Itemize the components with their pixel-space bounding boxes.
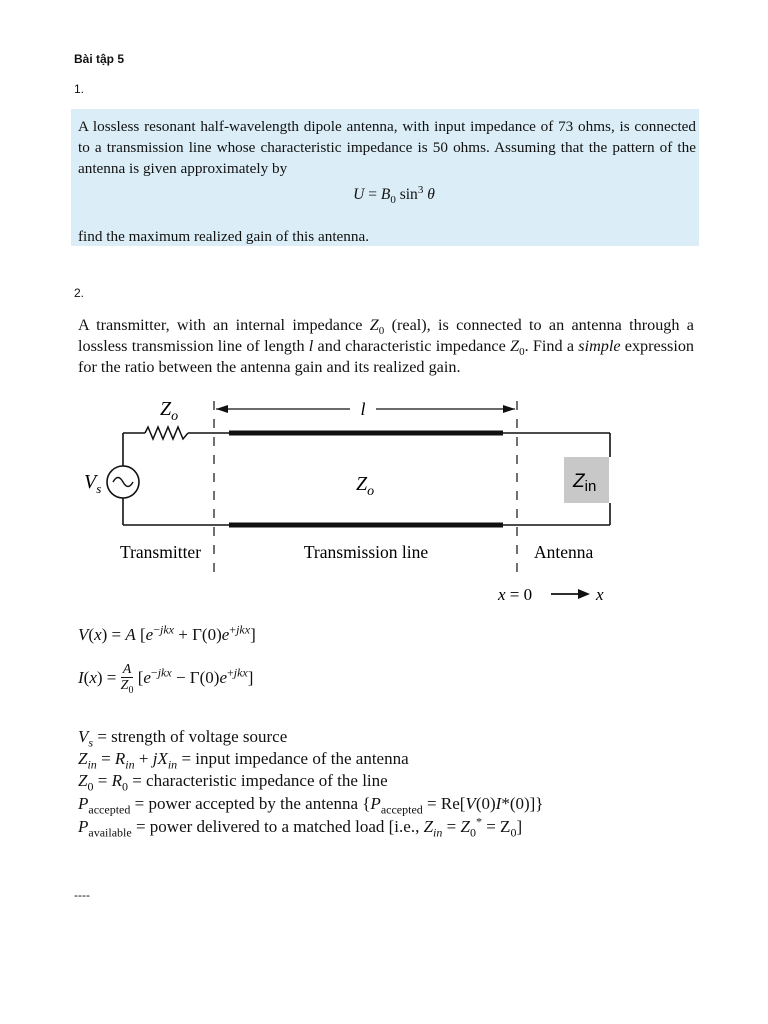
equation-ix: I(x) = $\frac{A}{Z_0}$ $[e^{-jkx} - \Gamma(0)e^{+jkx}]$ (78, 662, 254, 696)
label-zo-line: $Z_o$ (356, 473, 375, 499)
problem-1-text-after: find the maximum realized gain of this antenna. (78, 228, 370, 245)
problem-1-text: A lossless resonant half-wavelength dipole antenna, with input impedance of 73 ohms, is connected to a transmission line whose characteristic impedance is 50 ohms. Assuming that the pattern of the antenna is given approximately by (78, 118, 696, 177)
equation-vx: V(x) = A $[e^{-jkx} + \Gamma(0)e^{+jkx}]$ (78, 622, 256, 644)
label-l: l (360, 399, 366, 419)
label-transmission-line: Transmission line (303, 542, 429, 562)
definition-z0: $Z_0 = R_0$ = characteristic impedance of the line (78, 771, 388, 794)
label-vs: $V_s$ (84, 471, 102, 496)
resistor-icon (145, 427, 188, 439)
problem-1-equation: $U = B_0$ $\sin^3 \theta$ (353, 183, 435, 207)
label-zo-top: $Z_o$ (160, 398, 179, 424)
definition-zin: $Z_{in} = R_{in} + jX_{in}$ = input impedance of the antenna (78, 749, 409, 772)
label-x: x (596, 585, 604, 604)
transmission-line-diagram (0, 395, 768, 610)
definition-vs: $V_s$ = strength of voltage source (78, 727, 288, 750)
page-title: Bài tập 5 (74, 52, 125, 66)
label-x0: x = 0 (498, 585, 533, 604)
problem-2-text: A transmitter, with an internal impedance $Z_0$ (real), is connected to an antenna through a lossless transmission line of length l and characteristic impedance $Z_0$. Find a simple expression for the ratio between the antenna gain and its realized gain. (78, 316, 695, 376)
definition-pavailable: $P_{available}$ = power delivered to a matched load [i.e., $Z_{in} = Z_0^* = Z_0$] (78, 814, 523, 840)
label-zin: $Z_{in}$ (573, 471, 597, 495)
problem-1-number: 1. (74, 82, 85, 96)
label-antenna: Antenna (534, 542, 594, 562)
label-transmitter: Transmitter (120, 542, 202, 562)
problem-2-number: 2. (74, 286, 85, 300)
separator: ---- (74, 888, 90, 902)
definition-paccepted: $P_{accepted}$ = power accepted by the antenna $\{P_{accepted} = Re[V(0)I*(0)]\}$ (78, 794, 544, 817)
